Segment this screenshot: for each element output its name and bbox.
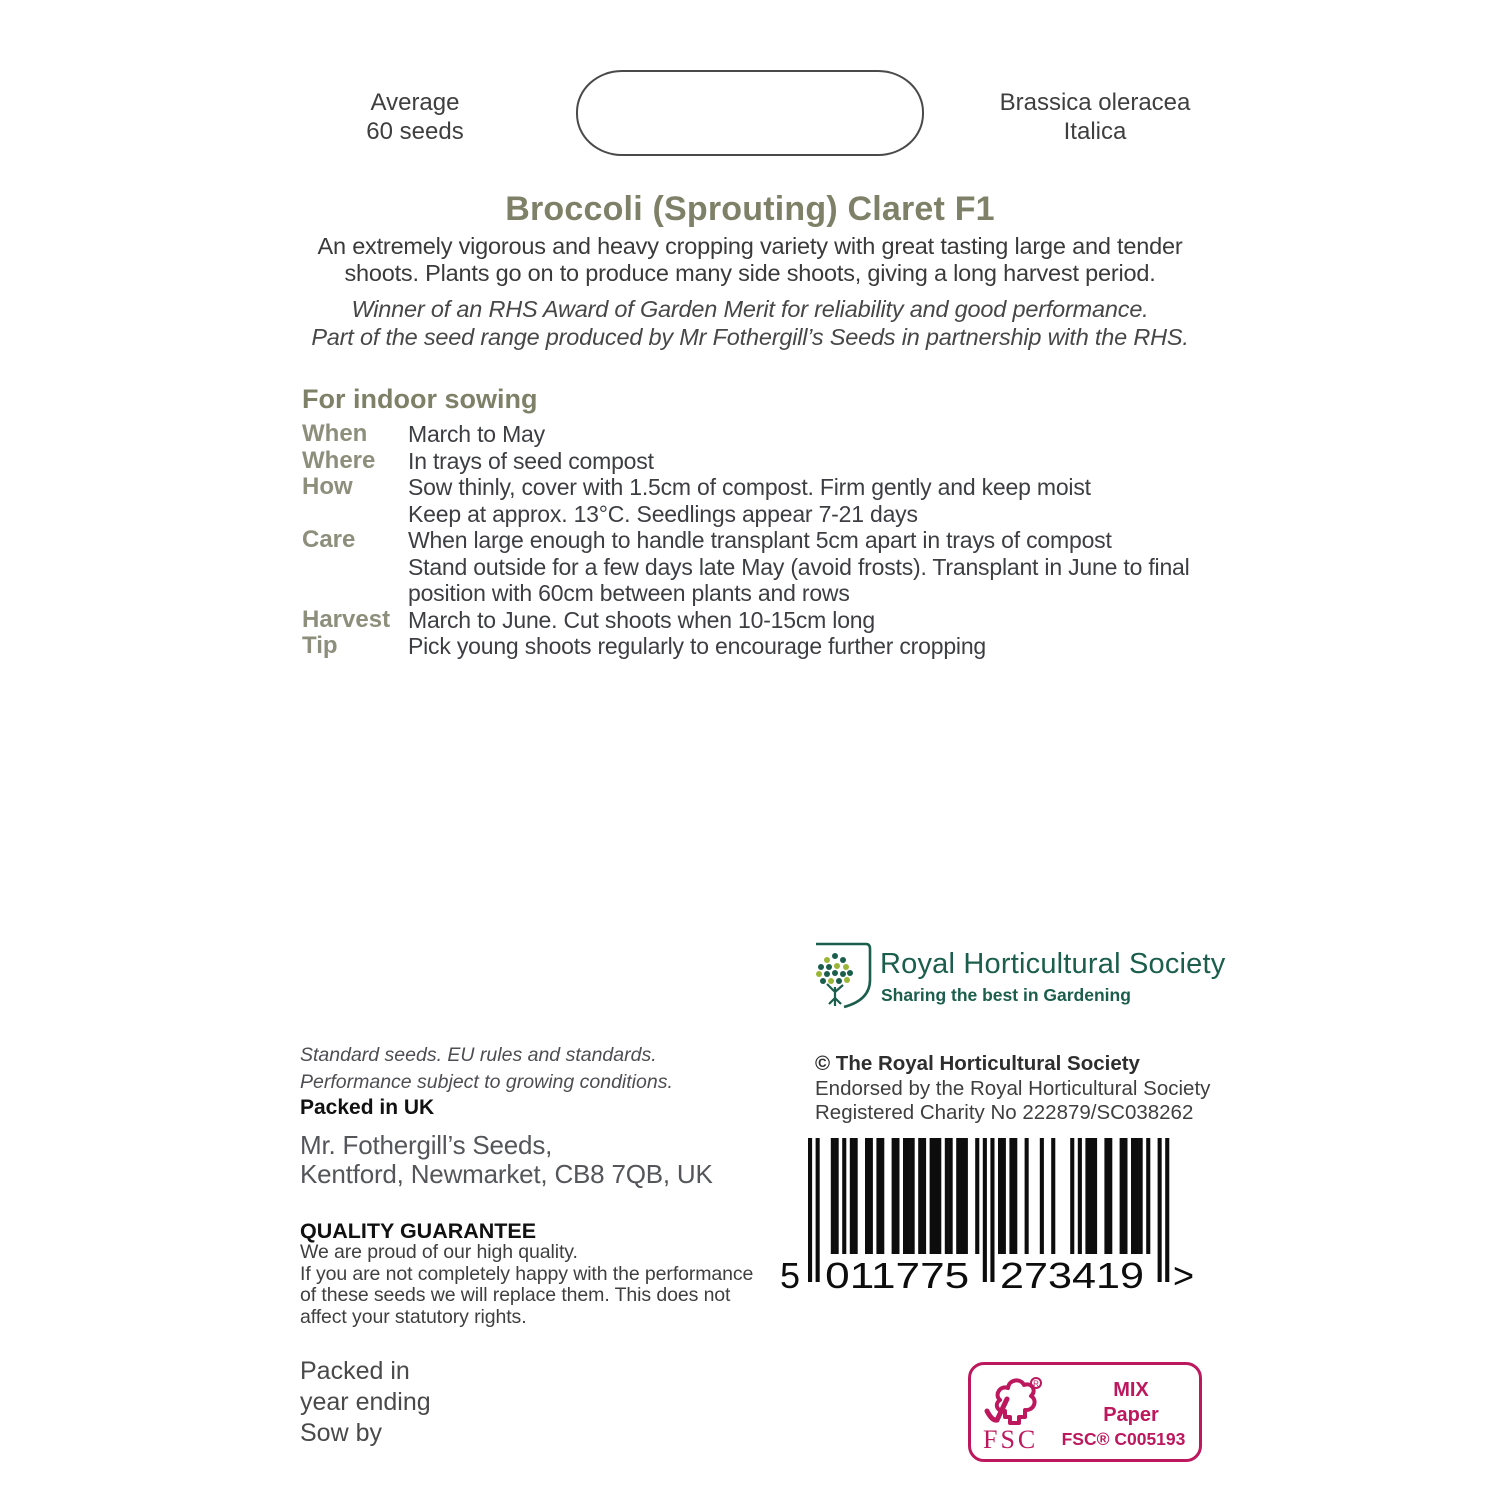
svg-text:>: >	[1173, 1255, 1195, 1292]
seed-count-line2: 60 seeds	[366, 118, 464, 145]
rhs-tree-logo-icon	[810, 940, 874, 1010]
sowing-row-text: Stand outside for a few days late May (avoid frosts). Transplant in June to final	[408, 553, 1190, 580]
sowing-row-label: When	[302, 420, 368, 447]
sowing-row-text: position with 60cm between plants and rows	[408, 580, 850, 606]
sowing-row-text: Sow thinly, cover with 1.5cm of compost. Firm gently and keep moist	[408, 474, 1091, 500]
rhs-tagline: Sharing the best in Gardening	[881, 985, 1131, 1005]
sowing-section-heading: For indoor sowing	[302, 384, 538, 414]
sowing-row	[302, 607, 1402, 634]
packing-note-line: year ending	[300, 1388, 431, 1416]
sowing-row	[302, 633, 1402, 660]
barcode-svg	[776, 1138, 1208, 1292]
fsc-certification-badge	[968, 1362, 1202, 1462]
svg-text:5: 5	[780, 1255, 801, 1292]
sowing-row	[302, 527, 1402, 554]
botanical-name-line1: Brassica oleracea	[999, 89, 1191, 116]
sowing-row-label: Where	[302, 446, 376, 474]
quality-guarantee-line: We are proud of our high quality.	[300, 1241, 578, 1263]
sowing-row	[302, 554, 1402, 581]
sowing-row-label: Tip	[302, 632, 338, 659]
fsc-wordmark: FSC	[983, 1425, 1039, 1454]
rhs-award-note	[0, 296, 1500, 351]
sowing-instructions-table	[302, 421, 1402, 660]
sowing-row-label: How	[302, 473, 353, 500]
quality-guarantee-line: of these seeds we will replace them. This does not	[300, 1284, 731, 1306]
packing-note-line: Sow by	[300, 1419, 382, 1447]
sowing-row-label: Harvest	[302, 605, 391, 633]
sowing-row-text: When large enough to handle transplant 5cm apart in trays of compost	[408, 527, 1112, 553]
quality-guarantee-heading: QUALITY GUARANTEE	[300, 1219, 537, 1243]
packing-date-notes	[300, 1356, 431, 1449]
fsc-cert-number: FSC® C005193	[1061, 1429, 1186, 1449]
company-address: Kentford, Newmarket, CB8 7QB, UK	[300, 1159, 713, 1189]
svg-text:273419: 273419	[1000, 1255, 1144, 1292]
sowing-row	[302, 580, 1402, 607]
packed-in-uk-label: Packed in UK	[300, 1096, 435, 1119]
sowing-row-text: March to June. Cut shoots when 10-15cm long	[408, 606, 875, 633]
fsc-mix-label: MIX	[1113, 1379, 1149, 1401]
svg-text:011775: 011775	[825, 1255, 970, 1292]
sowing-row-text: Keep at approx. 13°C. Seedlings appear 7-21 days	[408, 500, 918, 527]
performance-line: Performance subject to growing conditions.	[300, 1071, 673, 1093]
rhs-society-name: Royal Horticultural Society	[880, 948, 1226, 980]
rhs-endorsed: Endorsed by the Royal Horticultural Society	[815, 1077, 1211, 1100]
svg-text:R: R	[1033, 1379, 1039, 1389]
sowing-row-label	[302, 554, 408, 581]
sowing-row-label	[302, 501, 408, 528]
award-line1: Winner of an RHS Award of Garden Merit for reliability and good performance.	[351, 296, 1149, 322]
sow-by-date-window	[576, 70, 924, 156]
quality-guarantee-line: affect your statutory rights.	[300, 1305, 527, 1328]
standard-seeds-line: Standard seeds. EU rules and standards.	[300, 1044, 657, 1066]
sowing-row	[302, 474, 1402, 501]
variety-description	[0, 233, 1500, 287]
botanical-name	[975, 88, 1215, 146]
description-line1: An extremely vigorous and heavy cropping variety with great tasting large and tender	[317, 233, 1183, 259]
sowing-row-label: Care	[302, 526, 356, 553]
sowing-row-text: In trays of seed compost	[408, 447, 654, 474]
sowing-row-text: Pick young shoots regularly to encourage further cropping	[408, 633, 986, 659]
packing-note-line: Packed in	[300, 1357, 410, 1385]
quality-guarantee-text	[300, 1242, 753, 1328]
company-name: Mr. Fothergill’s Seeds,	[300, 1130, 553, 1160]
description-line2: shoots. Plants go on to produce many side shoots, giving a long harvest period.	[344, 260, 1156, 286]
quality-guarantee-line: If you are not completely happy with the performance	[300, 1262, 754, 1285]
sowing-row	[302, 501, 1402, 528]
sowing-row	[302, 448, 1402, 475]
ean13-barcode	[776, 1138, 1208, 1297]
sowing-row-label	[302, 580, 408, 607]
sowing-row-text: March to May	[408, 421, 545, 447]
rhs-copyright: © The Royal Horticultural Society	[815, 1052, 1140, 1075]
fsc-tree-check-icon	[983, 1371, 1045, 1431]
botanical-name-line2: Italica	[1063, 118, 1127, 145]
sowing-row	[302, 421, 1402, 448]
variety-title: Broccoli (Sprouting) Claret F1	[505, 190, 995, 228]
rhs-charity-number: Registered Charity No 222879/SC038262	[815, 1101, 1194, 1124]
award-line2: Part of the seed range produced by Mr Fothergill’s Seeds in partnership with the RHS.	[311, 323, 1189, 350]
seed-count-note	[300, 88, 530, 146]
seed-count-line1: Average	[370, 89, 460, 116]
fsc-paper-label: Paper	[1103, 1404, 1159, 1426]
